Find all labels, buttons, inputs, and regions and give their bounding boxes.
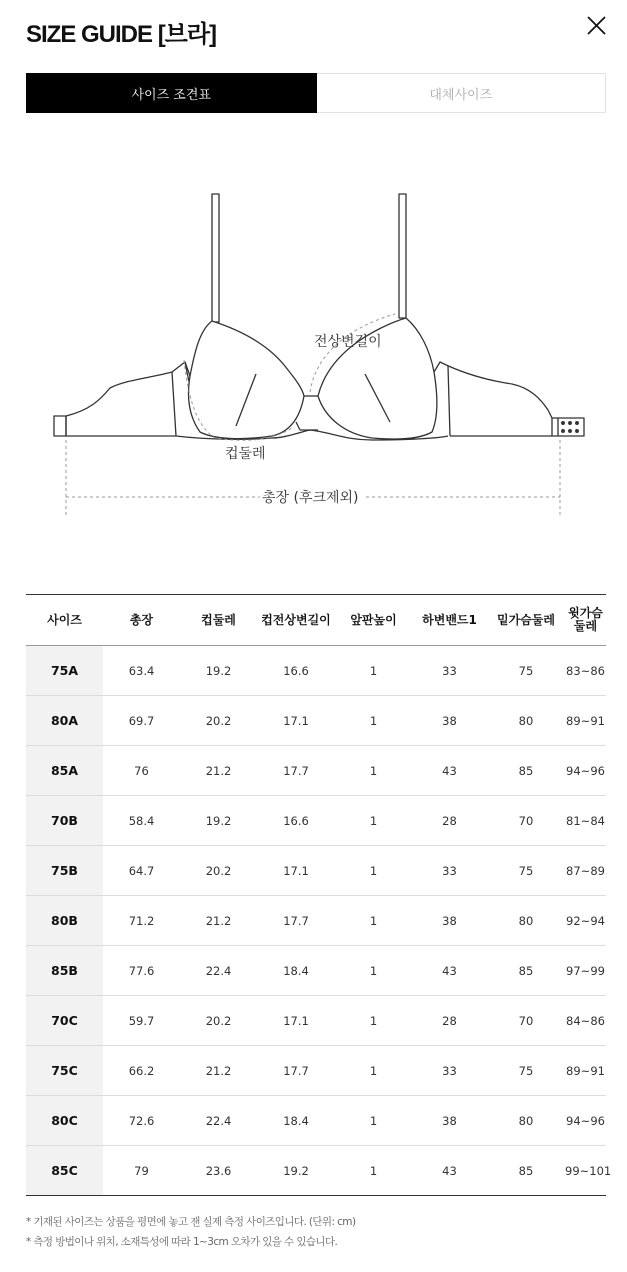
table-cell: 69.7 [128, 713, 155, 728]
table-cell: 21.2 [205, 913, 232, 928]
table-cell: 89~91 [566, 713, 605, 728]
table-cell: 85 [518, 1163, 534, 1178]
label-upper-edge: 전상변길이 [314, 334, 382, 350]
table-header-cell: 컵전상변길이 [261, 612, 331, 627]
table-cell: 38 [442, 1113, 457, 1128]
table-row [26, 696, 606, 746]
table-cell: 20.2 [205, 713, 232, 728]
size-label-cell: 85C [26, 1146, 103, 1196]
table-cell: 28 [442, 813, 457, 828]
table-cell: 19.2 [283, 1163, 309, 1178]
table-cell: 43 [442, 763, 457, 778]
table-cell: 33 [442, 863, 457, 878]
table-cell: 1 [369, 913, 378, 928]
table-cell: 1 [369, 713, 378, 728]
note-unit: * 기재된 사이즈는 상품을 평면에 놓고 잰 실제 측정 사이즈입니다. (단위: cm) [26, 1216, 356, 1228]
table-row [26, 746, 606, 796]
table-cell: 92~94 [566, 913, 605, 928]
table-cell: 18.4 [283, 963, 309, 978]
table-cell: 22.4 [205, 1113, 232, 1128]
table-cell: 70 [518, 1013, 534, 1028]
label-cup-circumference: 컵둘레 [225, 446, 266, 462]
tab-alternative-size[interactable]: 대체사이즈 [317, 73, 607, 113]
table-cell: 72.6 [128, 1113, 155, 1128]
table-cell: 80 [518, 713, 534, 728]
table-cell: 20.2 [205, 863, 232, 878]
table-header-cell: 컵둘레 [201, 612, 236, 627]
size-label-cell: 80C [26, 1096, 103, 1146]
table-cell: 23.6 [205, 1163, 232, 1178]
size-label-cell: 75B [26, 846, 103, 896]
table-cell: 75 [518, 863, 534, 878]
table-cell: 43 [442, 1163, 457, 1178]
table-cell: 1 [369, 1113, 378, 1128]
note-tolerance: * 측정 방법이나 위치, 소재특성에 따라 1~3cm 오차가 있을 수 있습니다. [26, 1236, 338, 1248]
table-cell: 81~84 [566, 813, 605, 828]
table-cell: 33 [442, 1063, 457, 1078]
table-cell: 21.2 [205, 1063, 232, 1078]
size-label-cell: 70B [26, 796, 103, 846]
table-cell: 76 [134, 763, 149, 778]
close-button[interactable] [584, 14, 608, 38]
table-cell: 63.4 [128, 663, 155, 678]
table-row [26, 646, 606, 696]
table-row [26, 896, 606, 946]
table-cell: 85 [518, 963, 534, 978]
table-cell: 22.4 [205, 963, 232, 978]
table-cell: 17.7 [283, 913, 309, 928]
table-cell: 33 [442, 663, 457, 678]
table-cell: 17.7 [283, 763, 309, 778]
table-cell: 17.7 [283, 1063, 309, 1078]
table-cell: 71.2 [128, 913, 155, 928]
table-cell: 16.6 [283, 663, 309, 678]
notes [26, 1212, 606, 1252]
size-label-cell: 85A [26, 746, 103, 796]
table-cell: 17.1 [283, 1013, 309, 1028]
table-cell: 38 [442, 713, 457, 728]
table-cell: 58.4 [128, 813, 155, 828]
table-row [26, 996, 606, 1046]
size-label-cell: 80B [26, 896, 103, 946]
table-cell: 21.2 [205, 763, 232, 778]
table-header-cell: 윗가슴 둘레 [568, 606, 603, 633]
table-row [26, 1146, 606, 1196]
table-header-row [26, 595, 606, 646]
table-cell: 1 [369, 763, 378, 778]
table-cell: 1 [369, 1163, 378, 1178]
bra-illustration [0, 120, 627, 540]
table-cell: 20.2 [205, 1013, 232, 1028]
table-cell: 99~101 [565, 1163, 612, 1178]
size-label-cell: 75C [26, 1046, 103, 1096]
bra-diagram [0, 120, 627, 540]
table-header-cell: 앞판높이 [350, 612, 397, 627]
table-cell: 17.1 [283, 863, 309, 878]
table-header-cell: 밑가슴둘레 [497, 612, 555, 627]
table-cell: 75 [518, 1063, 534, 1078]
table-cell: 59.7 [128, 1013, 155, 1028]
table-cell: 80 [518, 1113, 534, 1128]
header [26, 12, 608, 46]
table-cell: 97~99 [566, 963, 605, 978]
page-title: SIZE GUIDE [브라] [26, 21, 217, 48]
table-cell: 77.6 [128, 963, 155, 978]
label-total-length: 총장 (후크제외) [262, 490, 359, 506]
close-icon [584, 14, 608, 38]
table-body [26, 646, 612, 1196]
size-label-cell: 80A [26, 696, 103, 746]
table-row [26, 946, 606, 996]
size-label-cell: 85B [26, 946, 103, 996]
table-cell: 70 [518, 813, 534, 828]
table-cell: 79 [134, 1163, 149, 1178]
table-cell: 17.1 [283, 713, 309, 728]
table-cell: 1 [369, 963, 378, 978]
table-header-cell: 하변밴드1 [422, 612, 477, 627]
size-label-cell: 75A [26, 646, 103, 696]
size-label-cell: 70C [26, 996, 103, 1046]
tab-size-chart[interactable]: 사이즈 조견표 [26, 73, 317, 113]
table-cell: 85 [518, 763, 534, 778]
table-cell: 94~96 [566, 1113, 605, 1128]
size-table [26, 594, 612, 1196]
table-cell: 89~91 [566, 1063, 605, 1078]
table-cell: 1 [369, 1013, 378, 1028]
table-cell: 38 [442, 913, 457, 928]
table-cell: 19.2 [205, 813, 232, 828]
table-cell: 83~86 [566, 663, 605, 678]
table-cell: 1 [369, 663, 378, 678]
table-row [26, 1046, 606, 1096]
table-header-cell: 사이즈 [47, 612, 82, 627]
table-cell: 1 [369, 1063, 378, 1078]
table-cell: 84~86 [566, 1013, 605, 1028]
table-cell: 66.2 [128, 1063, 155, 1078]
table-cell: 28 [442, 1013, 457, 1028]
table-cell: 16.6 [283, 813, 309, 828]
tab-bar [26, 73, 606, 113]
table-cell: 43 [442, 963, 457, 978]
table-cell: 64.7 [128, 863, 155, 878]
table-header-cell: 총장 [129, 612, 154, 627]
table-cell: 1 [369, 813, 378, 828]
table-cell: 94~96 [566, 763, 605, 778]
table-cell: 75 [518, 663, 534, 678]
table-row [26, 796, 606, 846]
table-cell: 80 [518, 913, 534, 928]
table-cell: 87~89 [566, 863, 605, 878]
table-cell: 19.2 [205, 663, 232, 678]
table-row [26, 1096, 606, 1146]
table-cell: 1 [369, 863, 378, 878]
table-row [26, 846, 606, 896]
table-cell: 18.4 [283, 1113, 309, 1128]
